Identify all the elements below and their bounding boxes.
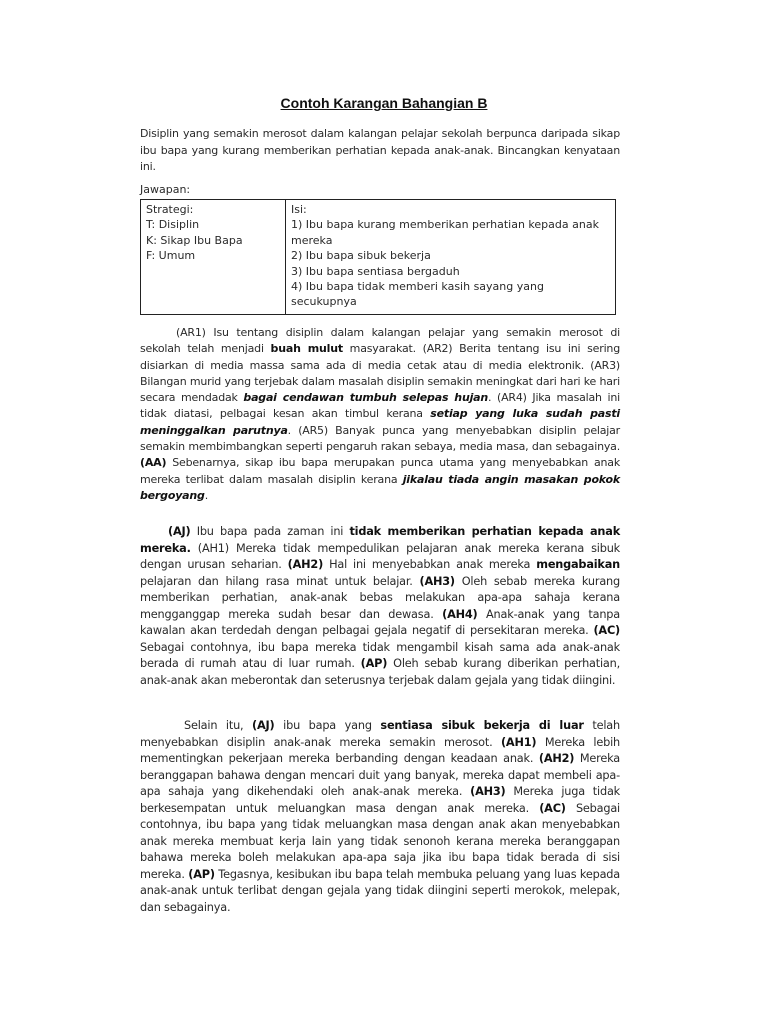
text-run: (AR1) Isu tentang disiplin dalam kalangan pelajar yang semakin merosot di sekolah telah menjadi xyxy=(140,326,620,356)
bold-label: (AH3) xyxy=(470,785,506,798)
text-run: pelajaran dan hilang rasa minat untuk belajar. xyxy=(140,574,420,588)
introduction-paragraph xyxy=(140,325,620,504)
isi-point: 2) Ibu bapa sibuk bekerja xyxy=(291,249,431,263)
text-run: Selain itu, xyxy=(184,719,253,732)
text-run: masyarakat. (AR2) Berita tentang isu ini sering disiarkan di media massa sama ada di media cetak atau di media elektronik. (AR3) Bilangan murid yang terjebak dalam masalah disiplin semakin meningkat dari hari ke hari secara mendadak xyxy=(140,342,620,405)
text-run: Oleh sebab mereka kurang memberikan perhatian, anak-anak bebas melakukan apa-apa sahaja kerana mengganggap mereka sudah besar dan dewasa. xyxy=(140,574,620,621)
bold-label: (AP) xyxy=(188,867,215,881)
idiom-phrase: setiap yang luka sudah pasti meninggalkan parutnya xyxy=(140,407,620,437)
text-run: telah menyebabkan disiplin anak-anak mereka semakin merosot. xyxy=(140,719,620,749)
bold-phrase: mengabaikan xyxy=(536,558,620,571)
text-run: Anak-anak yang tanpa kawalan akan terdedah dengan pelbagai gejala negatif di persekitaran mereka. xyxy=(140,607,620,637)
bold-label: (AA) xyxy=(140,456,167,470)
strategy-item: T: Disiplin xyxy=(146,218,200,232)
bold-label: (AH4) xyxy=(442,607,478,621)
isi-point: 1) Ibu bapa kurang memberikan perhatian kepada anak mereka xyxy=(291,218,599,247)
idiom-phrase: bagai cendawan tumbuh selepas hujan xyxy=(243,391,488,405)
bold-label: (AP) xyxy=(360,657,388,670)
bold-phrase: tidak memberikan perhatian kepada anak mereka. xyxy=(140,525,621,555)
bold-phrase: buah mulut xyxy=(270,342,343,356)
bold-phrase: sentiasa sibuk bekerja di luar xyxy=(380,719,584,732)
body-paragraph-1 xyxy=(140,524,620,689)
bold-label: (AJ) xyxy=(252,719,275,732)
text-run: Tegasnya, kesibukan ibu bapa telah membuka peluang yang luas kepada anak-anak untuk terlibat dengan gejala yang tidak diingini seperti merokok, melepak, dan sebagainya. xyxy=(140,867,620,914)
bold-label: (AC) xyxy=(593,624,620,637)
strategy-cell xyxy=(141,200,286,315)
isi-point: 3) Ibu bapa sentiasa bergaduh xyxy=(291,264,460,278)
strategy-item: K: Sikap Ibu Bapa xyxy=(146,233,243,247)
bold-label: (AC) xyxy=(539,801,566,815)
essay-plan-table xyxy=(140,199,616,315)
bold-label: (AH2) xyxy=(538,752,575,765)
text-run: Sebagai contohnya, ibu bapa mereka tidak mengambil kisah sama ada anak-anak berada di rumah atau di luar rumah. xyxy=(140,640,620,670)
body-paragraph-2 xyxy=(140,718,620,916)
idiom-phrase: jikalau tiada angin masakan pokok bergoyang xyxy=(140,472,620,502)
document-title: Contoh Karangan Bahangian B xyxy=(280,95,488,111)
text-run: Sebenarnya, sikap ibu bapa merupakan punca utama yang menyebabkan anak mereka terlibat dalam masalah disiplin kerana xyxy=(140,456,620,486)
jawapan-label: Jawapan: xyxy=(140,183,191,196)
text-run: ibu bapa yang xyxy=(274,719,381,732)
text-run: . (AR4) Jika masalah ini tidak diatasi, pelbagai kesan akan timbul kerana xyxy=(140,391,620,421)
bold-label: (AH2) xyxy=(287,558,324,571)
text-run: Mereka lebih mementingkan pekerjaan mereka berbanding dengan keadaan anak. xyxy=(140,735,620,765)
essay-question: Disiplin yang semakin merosot dalam kalangan pelajar sekolah berpunca daripada sikap ibu bapa yang kurang memberikan perhatian kepada anak-anak. Bincangkan kenyataan ini. xyxy=(140,127,620,173)
isi-point: 4) Ibu bapa tidak memberi kasih sayang yang secukupnya xyxy=(291,280,544,309)
text-run: Mereka beranggapan bahawa dengan mencari duit yang banyak, mereka dapat membeli apa-apa sahaja yang dikehendaki oleh anak-anak mereka. xyxy=(140,752,620,798)
text-run: Oleh sebab kurang diberikan perhatian, anak-anak akan meberontak dan seterusnya terjebak dalam gejala yang tidak diingini. xyxy=(140,657,620,687)
strategy-heading: Strategi: xyxy=(146,203,194,216)
text-run: . (AR5) Banyak punca yang menyebabkan disiplin pelajar semakin membimbangkan seperti pengaruh rakan sebaya, media masa, dan sebagainya. xyxy=(140,423,620,454)
isi-heading: Isi: xyxy=(291,203,307,216)
bold-label: (AH1) xyxy=(500,735,537,749)
content-points-cell xyxy=(286,200,616,315)
text-run: . xyxy=(204,488,208,502)
text-run: Ibu bapa pada zaman ini xyxy=(190,525,350,538)
strategy-item: F: Umum xyxy=(146,249,196,263)
bold-label: (AH3) xyxy=(419,574,455,588)
text-run: (AH1) Mereka tidak mempedulikan pelajaran anak mereka kerana sibuk dengan urusan seharian. xyxy=(140,541,620,571)
text-run: Sebagai contohnya, ibu bapa yang tidak meluangkan masa dengan anak akan menyebabkan anak mereka membuat kerja lain yang tidak senonoh kerana mereka beranggapan bahawa mereka boleh melakukan apa-apa saja jika ibu bapa tidak berada di sisi mereka. xyxy=(140,801,620,881)
bold-label: (AJ) xyxy=(168,525,191,538)
text-run: Hal ini menyebabkan anak mereka xyxy=(323,558,537,571)
text-run: Mereka juga tidak berkesempatan untuk meluangkan masa dengan anak mereka. xyxy=(140,785,621,815)
